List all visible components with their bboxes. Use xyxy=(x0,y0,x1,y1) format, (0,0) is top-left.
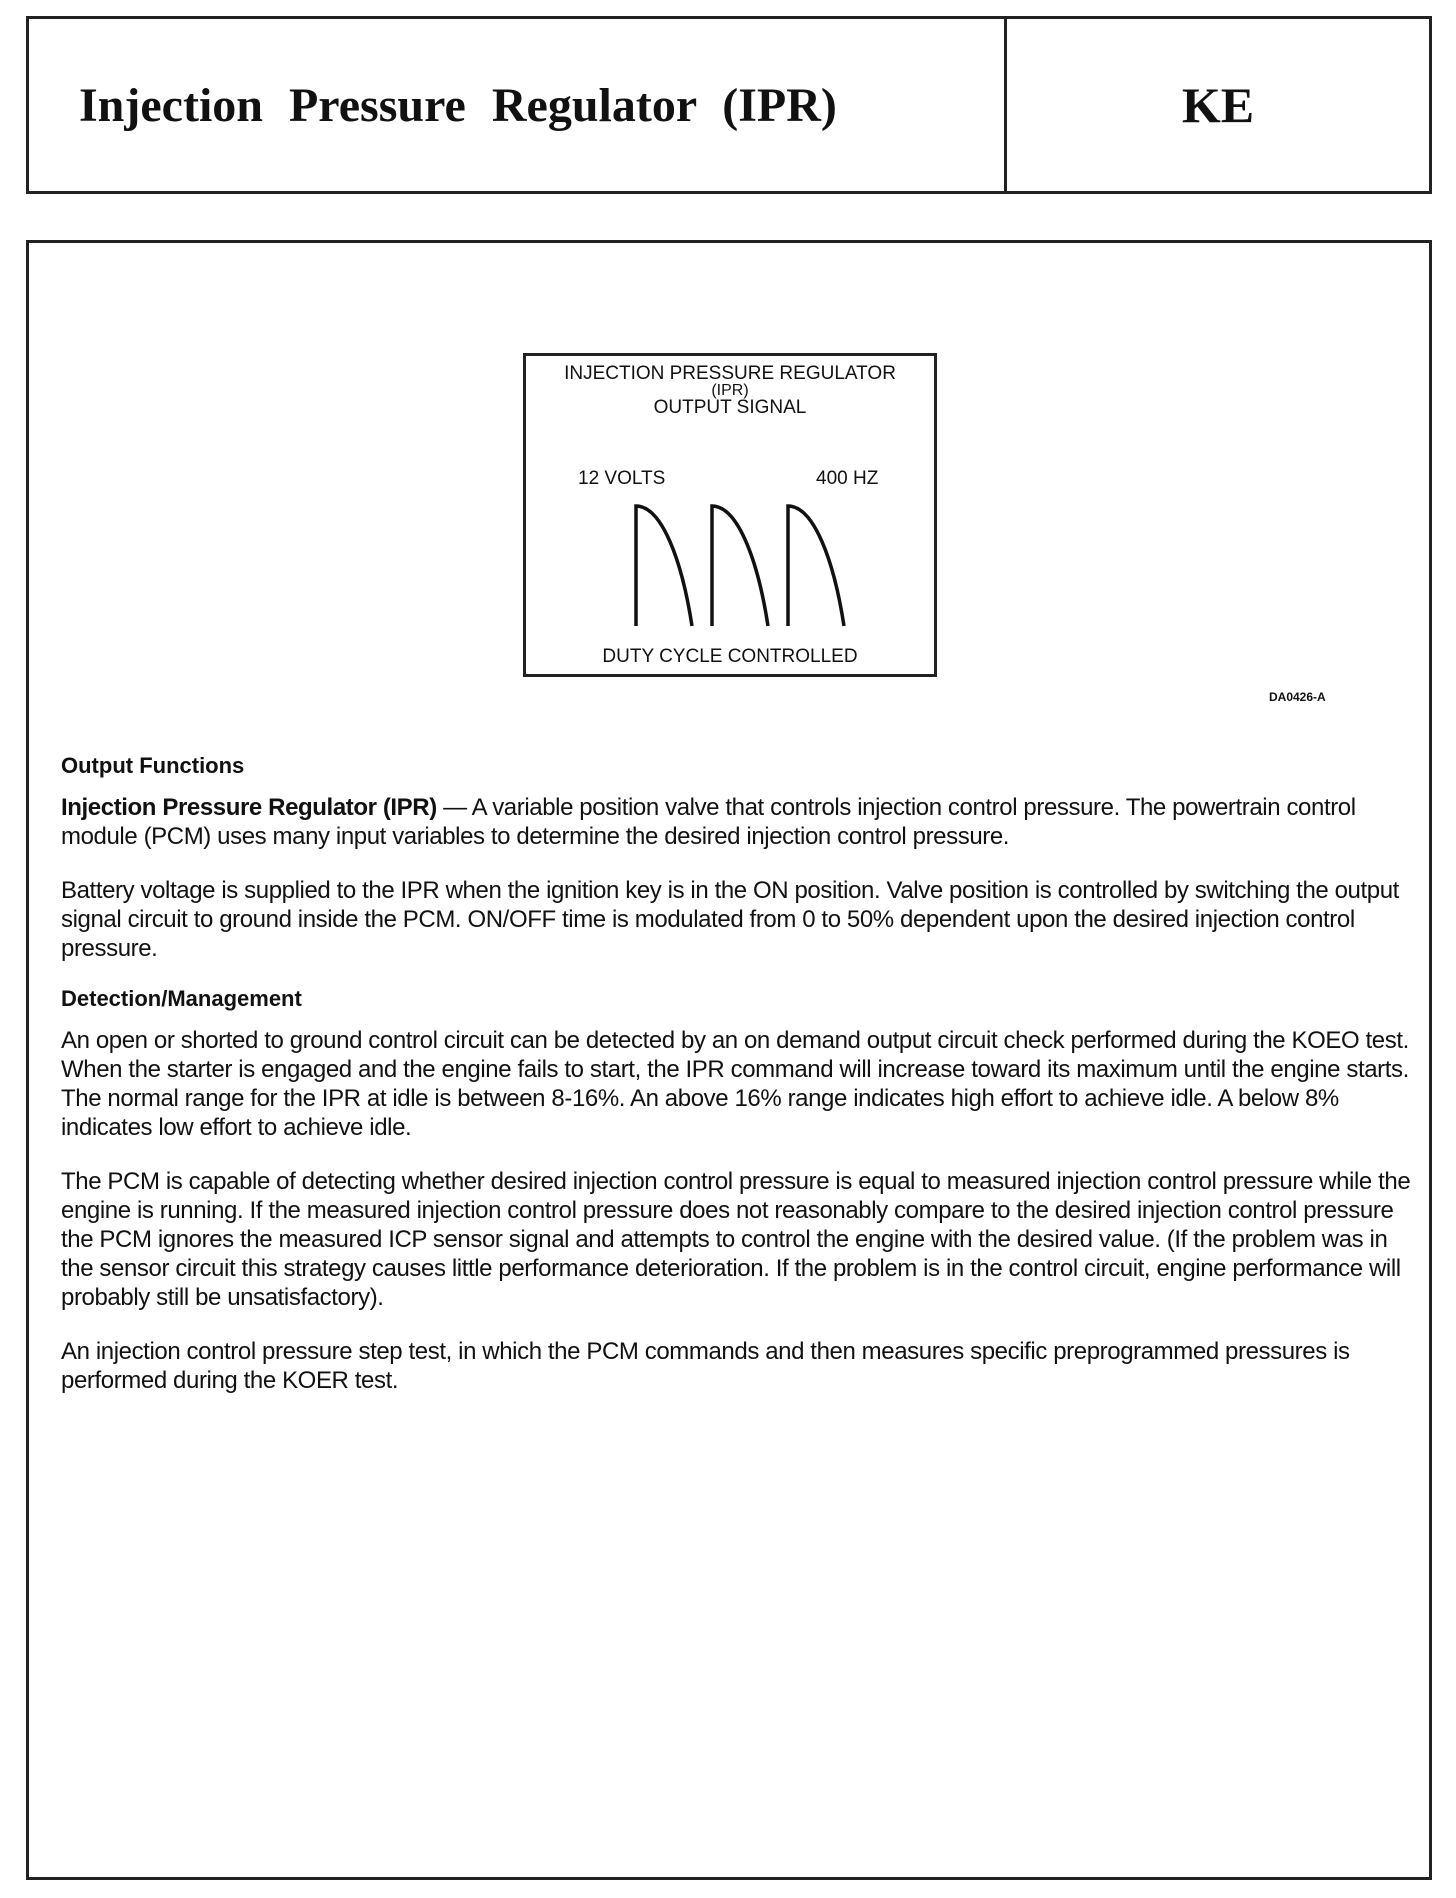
step-test-paragraph: An injection control pressure step test, in which the PCM commands and then measures specific preprogrammed pressures is performed during the KOER test. xyxy=(61,1338,1350,1394)
waveform-pulse-3 xyxy=(788,506,844,626)
main-content-box xyxy=(26,240,1432,1880)
ipr-definition-paragraph xyxy=(61,793,1413,851)
detection-management-heading: Detection/Management xyxy=(61,986,302,1011)
voltage-label: 12 VOLTS xyxy=(578,468,666,489)
body-text xyxy=(61,751,1413,1420)
diagram-title-line1: INJECTION PRESSURE REGULATOR xyxy=(564,363,896,384)
page-title: Injection Pressure Regulator (IPR) xyxy=(29,19,1007,191)
diagram-title-line2: (IPR) xyxy=(711,382,749,399)
diagram-caption: DUTY CYCLE CONTROLLED xyxy=(602,646,858,667)
detection-paragraph-1: An open or shorted to ground control circuit can be detected by an on demand output circuit check performed during the KOEO test. When the starter is engaged and the engine fails to start, the IPR command will increase toward its maximum until the engine starts. The normal range for the IPR at idle is between 8-16%. An above 16% range indicates high effort to achieve idle. A below 8% indicates low effort to achieve idle. xyxy=(61,1027,1409,1141)
battery-voltage-paragraph: Battery voltage is supplied to the IPR when the ignition key is in the ON position. Valve position is controlled by switching the output signal circuit to ground inside the PCM. ON/OFF time is modulated from 0 to 50% dependent upon the desired injection control pressure. xyxy=(61,877,1399,962)
ipr-term: Injection Pressure Regulator (IPR) xyxy=(61,794,437,821)
output-functions-heading: Output Functions xyxy=(61,753,245,778)
ipr-definition: — A variable position valve that controls injection control pressure. The powertrain control module (PCM) uses many input variables to determine the desired injection control pressure. xyxy=(61,794,1356,850)
ipr-signal-diagram xyxy=(523,353,937,677)
frequency-label: 400 HZ xyxy=(816,468,879,489)
diagram-title-line3: OUTPUT SIGNAL xyxy=(653,397,807,418)
waveform-pulse-1 xyxy=(636,506,692,626)
waveform-pulse-2 xyxy=(712,506,768,626)
waveform-graphic xyxy=(526,356,934,674)
figure-id: DA0426-A xyxy=(1269,690,1326,704)
section-code: KE xyxy=(1181,77,1255,133)
header xyxy=(26,16,1432,194)
detection-paragraph-2: The PCM is capable of detecting whether desired injection control pressure is equal to measured injection control pressure while the engine is running. If the measured injection control pressure does not reasonably compare to the desired injection control pressure the PCM ignores the measured ICP sensor signal and attempts to control the engine with the desired value. (If the problem was in the sensor circuit this strategy causes little performance deterioration. If the problem is in the control circuit, engine performance will probably still be unsatisfactory). xyxy=(61,1168,1411,1311)
